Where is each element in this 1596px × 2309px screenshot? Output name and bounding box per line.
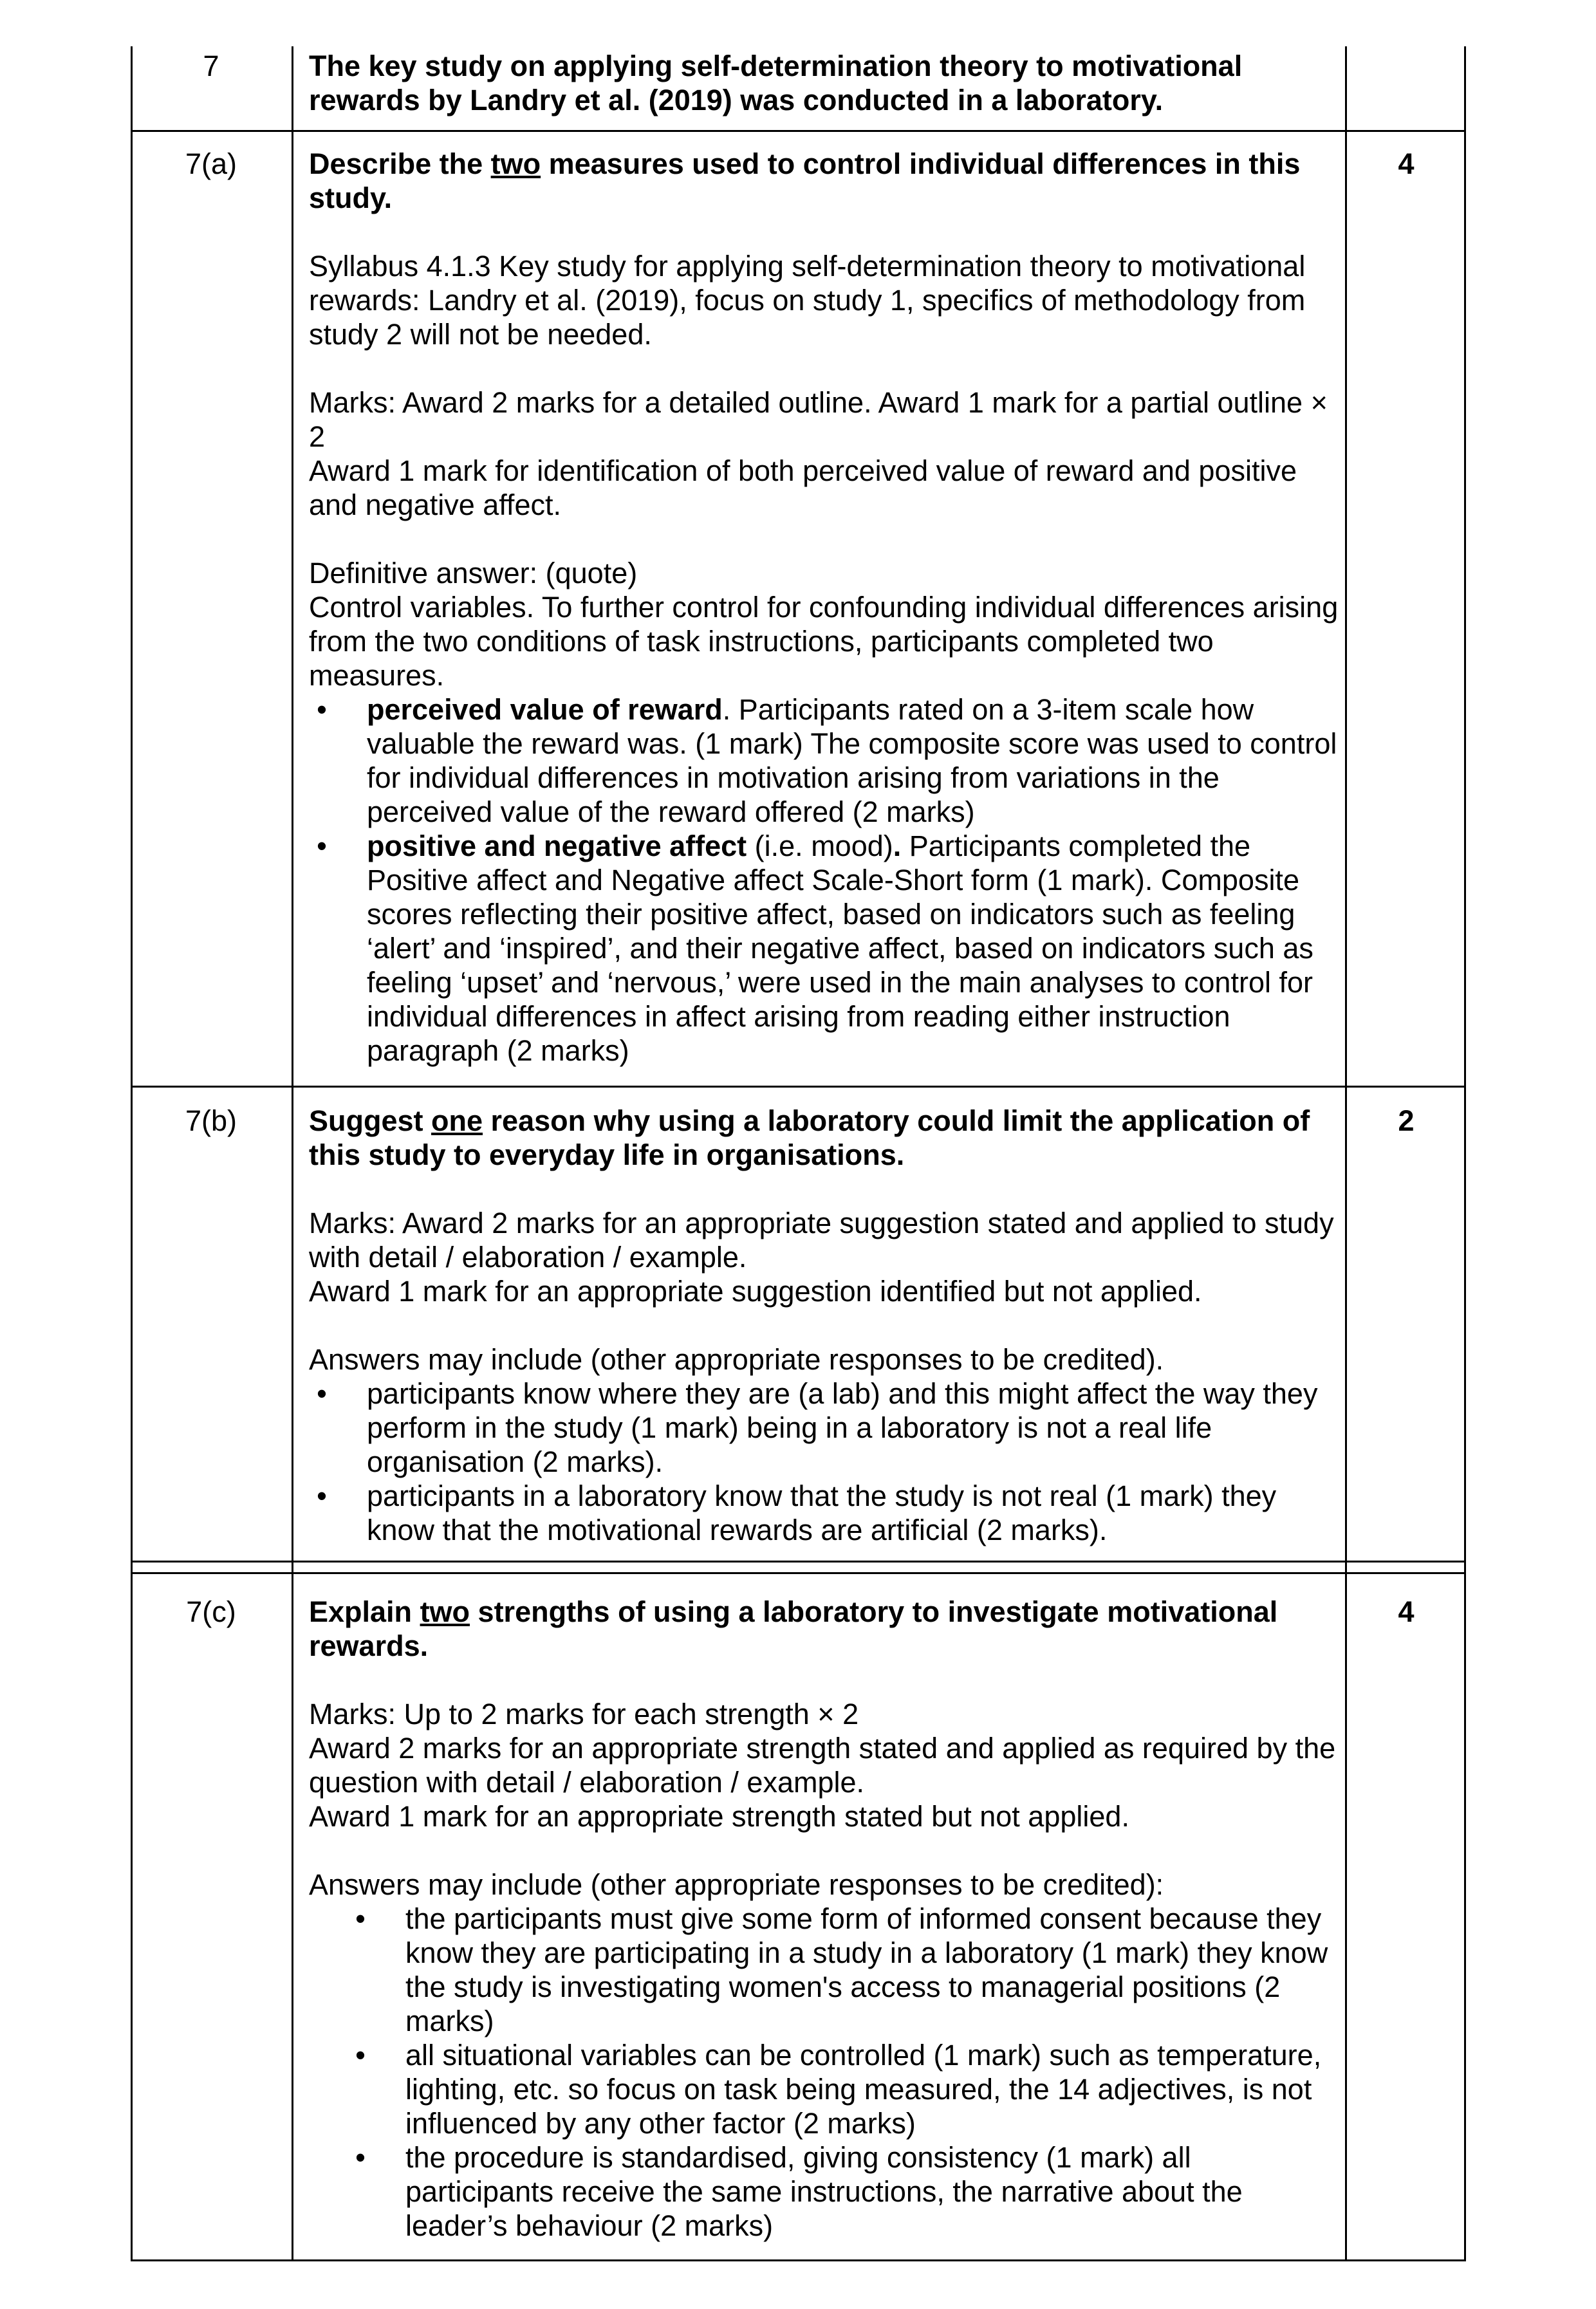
marks-guidance-1: Marks: Award 2 marks for a detailed outline. Award 1 mark for a partial outline × 2	[309, 386, 1328, 453]
marks-guidance-2: Award 1 mark for identification of both perceived value of reward and positive and negative affect.	[309, 454, 1297, 521]
table-border-right	[1464, 46, 1466, 2261]
marks-guidance-2: Award 1 mark for an appropriate suggestion identified but not applied.	[309, 1275, 1202, 1308]
answer-heading: Definitive answer: (quote)	[309, 557, 638, 589]
list-item: • all situational variables can be controlled (1 mark) such as temperature, lighting, etc. so focus on task being measured, the 14 adjectives, is not influenced by any other factor (2 marks)	[309, 2038, 1339, 2140]
marks-7b: 2	[1398, 1104, 1415, 1137]
bullet-icon: •	[317, 693, 327, 726]
marks-guidance-2: Award 2 marks for an appropriate strength stated and applied as required by the question with detail / elaboration / example.	[309, 1732, 1336, 1799]
question-7b-text: Suggest one reason why using a laboratory could limit the application of this study to everyday life in organisations.	[309, 1104, 1310, 1171]
question-7b-content	[309, 1104, 1339, 1547]
list-item: • the participants must give some form of informed consent because they know they are participating in a study in a laboratory (1 mark) they know the study is investigating women's access to managerial positions (2 marks)	[309, 1902, 1339, 2038]
row-divider-q7b-a	[131, 1561, 1466, 1563]
row-divider-q7c	[131, 2259, 1466, 2261]
bullet-icon: •	[355, 2039, 366, 2072]
marks-7c: 4	[1398, 1595, 1415, 1628]
bullet-icon: •	[317, 1377, 327, 1410]
answers-heading: Answers may include (other appropriate responses to be credited):	[309, 1868, 1164, 1901]
row-divider-q7	[131, 130, 1466, 132]
bullet-icon: •	[355, 2141, 366, 2174]
marks-guidance-1: Marks: Up to 2 marks for each strength × 2	[309, 1698, 859, 1730]
question-7a-text: Describe the two measures used to control individual differences in this study.	[309, 147, 1301, 214]
marks-guidance-3: Award 1 mark for an appropriate strength stated but not applied.	[309, 1800, 1129, 1833]
question-number-7b: 7(b)	[185, 1104, 237, 1137]
list-item: • participants in a laboratory know that the study is not real (1 mark) they know that the motivational rewards are artificial (2 marks).	[309, 1479, 1339, 1547]
answers-heading: Answers may include (other appropriate responses to be credited).	[309, 1343, 1164, 1376]
bullet-icon: •	[317, 830, 327, 862]
list-item: • positive and negative affect (i.e. mood). Participants completed the Positive affect and Negative affect Scale-Short form (1 mark). Composite scores reflecting their positive affect, based on indicators such as feeling ‘alert’ and ‘inspired’, and their negative affect, based on indicators such as feeling ‘upset’ and ‘nervous,’ were used in the main analyses to control for individual differences in affect arising from reading either instruction paragraph (2 marks)	[309, 829, 1339, 1068]
question-7c-text: Explain two strengths of using a laboratory to investigate motivational rewards.	[309, 1595, 1278, 1662]
table-border-col2	[1345, 46, 1347, 2261]
list-item: • perceived value of reward. Participants rated on a 3-item scale how valuable the reward was. (1 mark) The composite score was used to control for individual differences in motivation arising from variations in the perceived value of the reward offered (2 marks)	[309, 692, 1339, 829]
table-border-left	[131, 46, 133, 2261]
row-divider-q7b-b	[131, 1572, 1466, 1574]
syllabus-reference: Syllabus 4.1.3 Key study for applying self-determination theory to motivational rewards: Landry et al. (2019), focus on study 1, specifics of methodology from study 2 will not be needed.	[309, 250, 1306, 351]
bullet-icon: •	[317, 1479, 327, 1512]
table-border-col1	[292, 46, 293, 2261]
answer-bullets-7c	[309, 1902, 1339, 2243]
list-item: • the procedure is standardised, giving consistency (1 mark) all participants receive the same instructions, the narrative about the leader’s behaviour (2 marks)	[309, 2140, 1339, 2243]
question-7a-content	[309, 147, 1339, 1068]
question-number-7a: 7(a)	[185, 147, 237, 180]
marks-guidance-1: Marks: Award 2 marks for an appropriate suggestion stated and applied to study with detail / elaboration / example.	[309, 1207, 1334, 1274]
question-7c-content	[309, 1595, 1339, 2243]
answer-bullets-7b	[309, 1377, 1339, 1547]
bullet-icon: •	[355, 1902, 366, 1935]
question-number-7: 7	[203, 50, 219, 82]
row-divider-q7a	[131, 1086, 1466, 1088]
list-item: • participants know where they are (a lab) and this might affect the way they perform in the study (1 mark) being in a laboratory is not a real life organisation (2 marks).	[309, 1377, 1339, 1479]
question-7-stem-text: The key study on applying self-determination theory to motivational rewards by Landry et al. (2019) was conducted in a laboratory.	[309, 50, 1243, 116]
marks-7a: 4	[1398, 147, 1415, 180]
question-7-stem	[309, 49, 1339, 117]
question-number-7c: 7(c)	[186, 1595, 236, 1628]
answer-intro: Control variables. To further control for confounding individual differences arising from the two conditions of task instructions, participants completed two measures.	[309, 591, 1339, 692]
answer-bullets-7a	[309, 692, 1339, 1068]
